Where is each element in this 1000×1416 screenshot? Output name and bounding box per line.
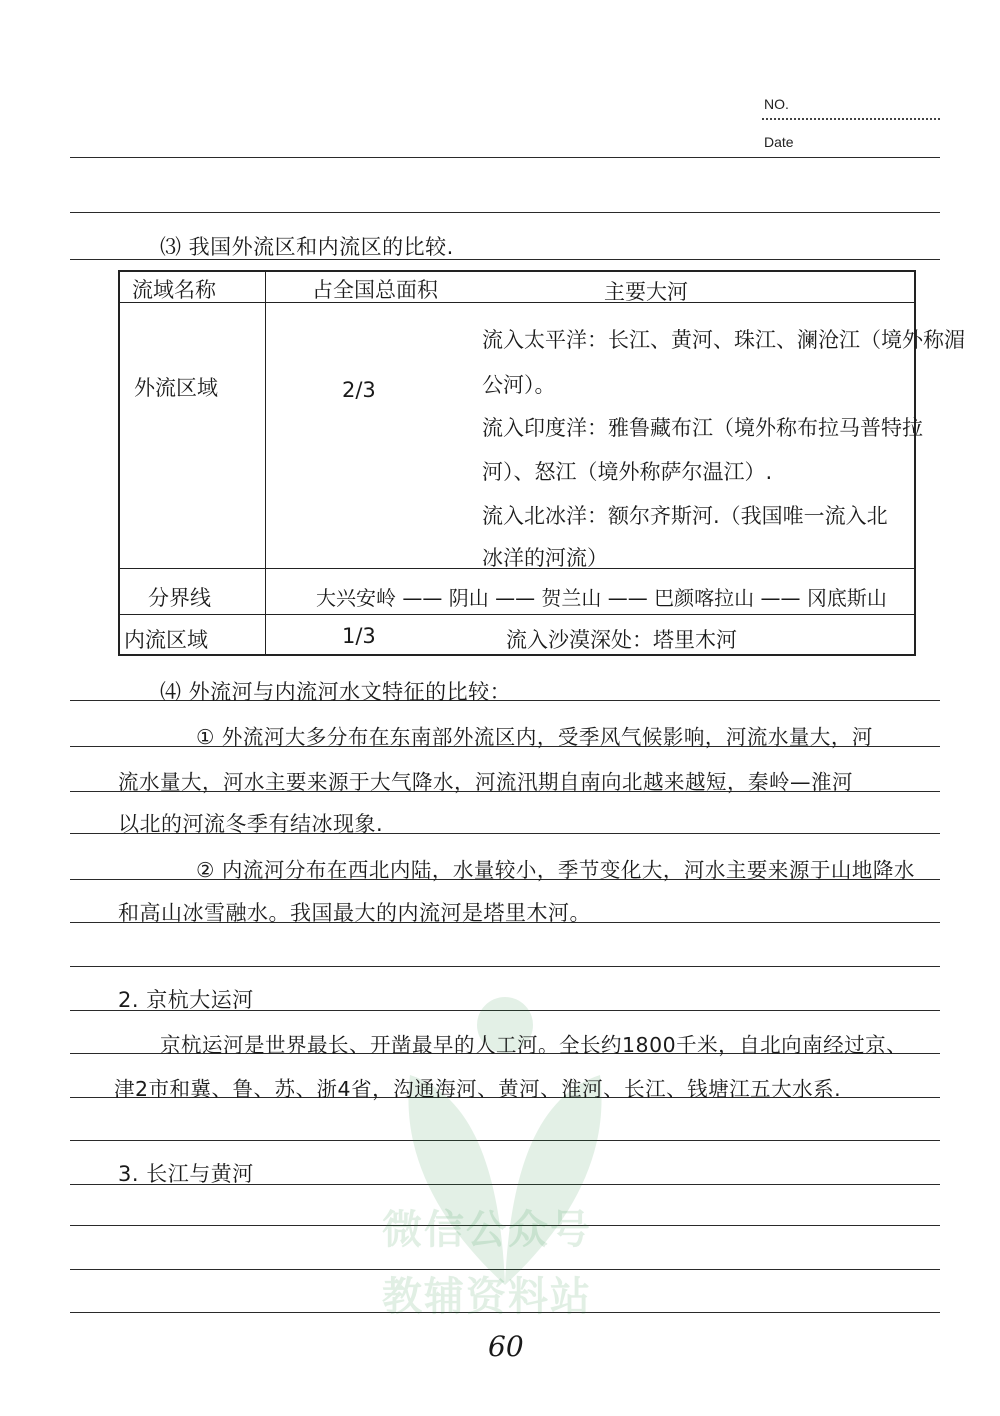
- outflow-river-line: 流入太平洋：长江、黄河、珠江、澜沧江（境外称湄: [482, 328, 965, 352]
- page-number: 60: [488, 1330, 524, 1363]
- basin-comparison-table: [118, 270, 965, 656]
- boundary-label: 分界线: [148, 586, 211, 610]
- canal-text-line: 津2市和冀、鲁、苏、浙4省，沟通海河、黄河、淮河、长江、钱塘江五大水系.: [114, 1077, 842, 1101]
- ruled-line: [70, 157, 940, 158]
- outflow-river-line: 冰洋的河流）: [482, 546, 608, 570]
- watermark-line2: 教辅资料站: [382, 1274, 592, 1320]
- canal-text-line: 京杭运河是世界最长、开凿最早的人工河。全长约1800千米，自北向南经过京、: [160, 1033, 908, 1057]
- watermark-line1: 微信公众号: [382, 1207, 592, 1253]
- outflow-river-line: 河）、怒江（境外称萨尔温江）.: [482, 460, 773, 484]
- section4-paragraph1-line: 以北的河流冬季有结冰现象.: [118, 812, 384, 836]
- section4-paragraph1-line: 流水量大，河水主要来源于大气降水，河流汛期自南向北越来越短，秦岭—淮河: [118, 770, 853, 794]
- rivers-section-title: 3. 长江与黄河: [118, 1162, 254, 1186]
- ruled-line: [70, 966, 940, 967]
- outflow-region-name: 外流区域: [134, 376, 218, 400]
- no-label: NO.: [764, 96, 789, 112]
- table-col-divider: [265, 272, 266, 656]
- header-area-share: 占全国总面积: [312, 278, 438, 302]
- section3-title: ⑶ 我国外流区和内流区的比较.: [160, 235, 454, 259]
- canal-section-title: 2. 京杭大运河: [118, 988, 254, 1012]
- inflow-major-river: 流入沙漠深处：塔里木河: [506, 628, 737, 652]
- table-header-divider: [120, 302, 916, 303]
- inflow-area-share: 1/3: [342, 624, 376, 648]
- inflow-region-name: 内流区域: [124, 628, 208, 652]
- section4-paragraph2-line: 和高山冰雪融水。我国最大的内流河是塔里木河。: [118, 901, 591, 925]
- ruled-line: [70, 212, 940, 213]
- outflow-river-line: 流入印度洋：雅鲁藏布江（境外称布拉马普特拉: [482, 416, 923, 440]
- header-dotted-line: [762, 118, 940, 120]
- outflow-area-share: 2/3: [342, 378, 376, 402]
- boundary-value: 大兴安岭 —— 阴山 —— 贺兰山 —— 巴颜喀拉山 —— 冈底斯山: [316, 586, 887, 610]
- header-basin-name: 流域名称: [132, 278, 216, 302]
- outflow-river-line: 公河）。: [482, 373, 556, 397]
- outflow-river-line: 流入北冰洋：额尔齐斯河.（我国唯一流入北: [482, 504, 888, 528]
- header-major-rivers: 主要大河: [604, 280, 688, 304]
- section4-paragraph1-line: ① 外流河大多分布在东南部外流区内，受季风气候影响，河流水量大，河: [196, 725, 873, 749]
- section4-paragraph2-line: ② 内流河分布在西北内陆，水量较小，季节变化大，河水主要来源于山地降水: [196, 858, 915, 882]
- section4-title: ⑷ 外流河与内流河水文特征的比较：: [160, 680, 512, 704]
- table-row-divider: [120, 614, 916, 615]
- date-label: Date: [764, 134, 794, 150]
